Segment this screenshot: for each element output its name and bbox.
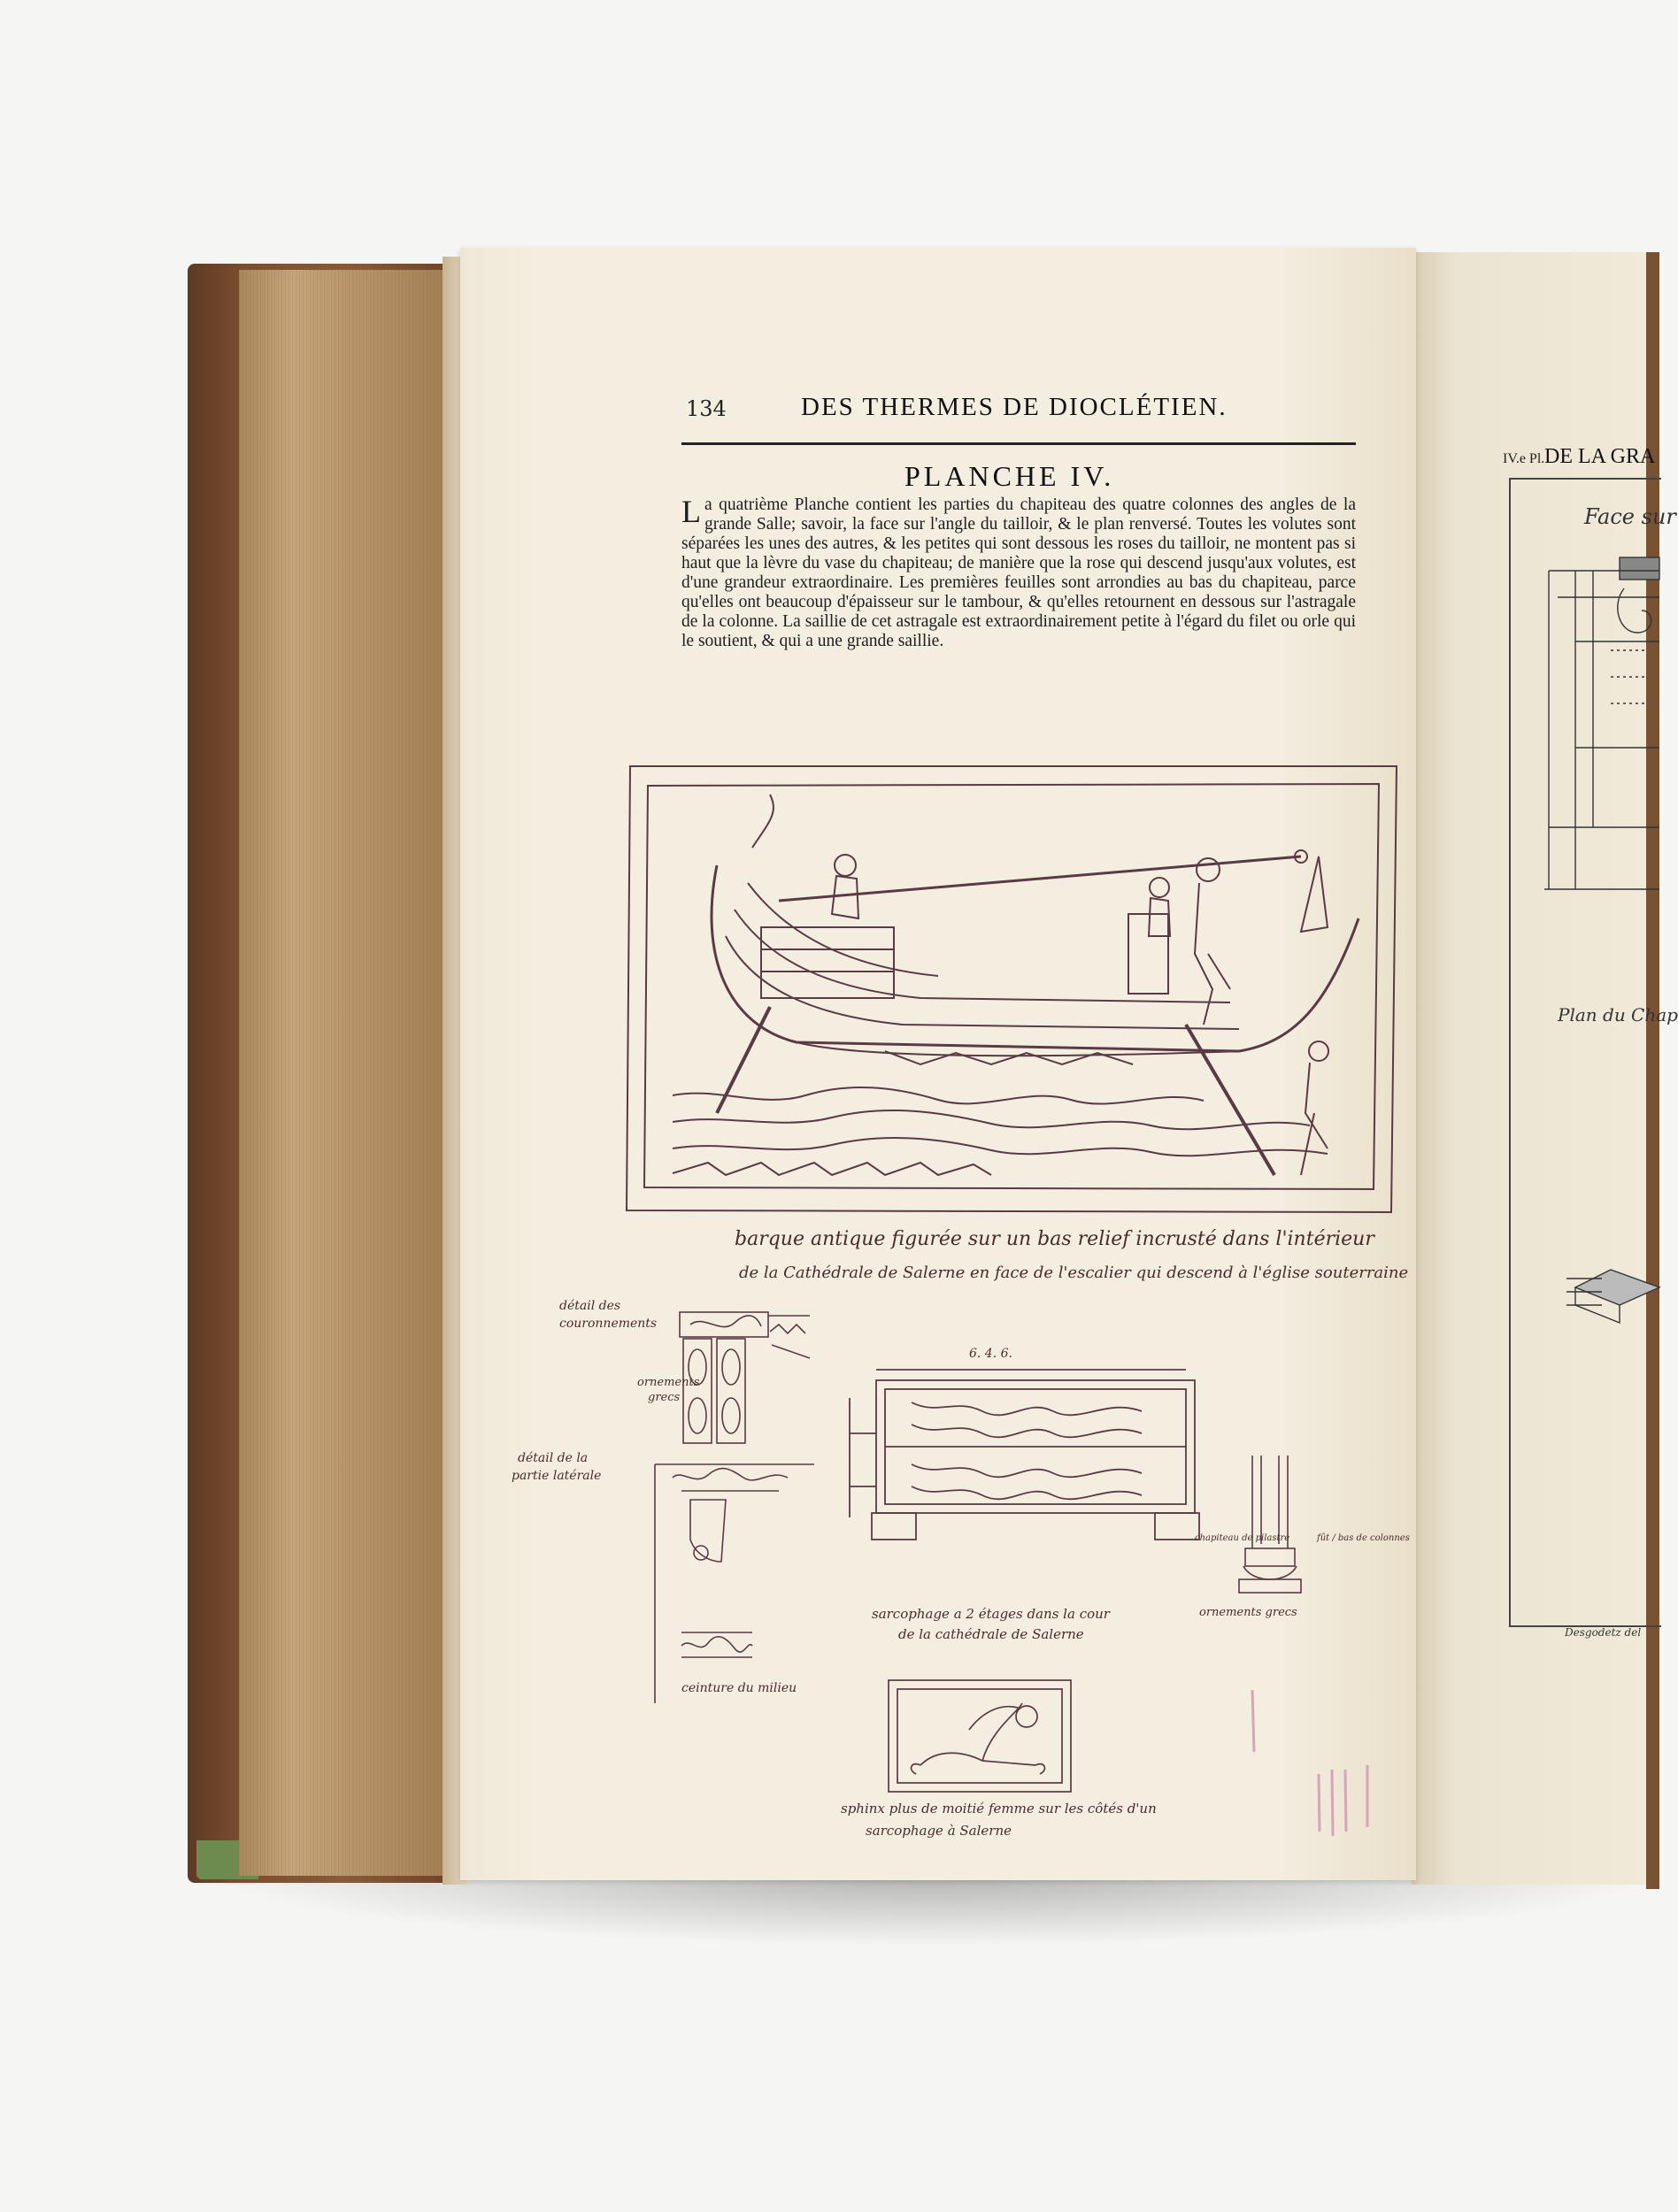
column-base-drawing	[1235, 1451, 1314, 1601]
cornice-ornament-drawing	[673, 1305, 814, 1447]
page-number: 134	[686, 396, 727, 421]
right-plate-title: DE LA GRA	[1544, 445, 1656, 468]
lateral-label-1: détail de la	[518, 1451, 589, 1465]
sphinx-relief-drawing	[885, 1677, 1075, 1796]
detail-label-1: détail des	[559, 1299, 621, 1313]
sphinx-caption-1: sphinx plus de moitié femme sur les côtés d'un	[841, 1801, 1157, 1816]
running-head: DES THERMES DE DIOCLÉTIEN.	[801, 393, 1228, 421]
lateral-label-2: partie latérale	[512, 1469, 602, 1483]
sarcophagus-drawing	[841, 1363, 1204, 1610]
ornaments-label-2: grecs	[648, 1391, 681, 1404]
sarcophagus-caption-1: sarcophage a 2 étages dans la cour	[872, 1606, 1110, 1622]
column-label-right: fût / bas de colonnes	[1317, 1533, 1410, 1543]
ornaments-label-1: ornements	[637, 1376, 700, 1389]
boat-caption-line-1: barque antique figurée sur un bas relief incrusté dans l'intérieur	[735, 1228, 1374, 1250]
right-label-plan: Plan du Chap	[1558, 1004, 1678, 1025]
header-rule	[681, 442, 1356, 445]
bracket-ornament-drawing	[646, 1455, 814, 1712]
sarcophagus-caption-2: de la cathédrale de Salerne	[898, 1626, 1084, 1642]
column-label-left: chapiteau de pilastre	[1195, 1533, 1290, 1543]
boat-caption-line-2: de la Cathédrale de Salerne en face de l'escalier qui descend à l'église souterraine	[739, 1263, 1409, 1282]
pink-ink-marks	[1243, 1681, 1376, 1840]
body-text: a quatrième Planche contient les parties du chapiteau des quatre colonnes des angles de la grande Salle; savoir, la face sur l'angle du tailloir, & le plan renversé. Toutes les volutes sont séparées les unes des autres, & les petites qui sont dessous les roses du tailloir, ne montent pas si haut que la lèvre du vase du chapiteau; de manière que la rose qui descend jusqu'aux volutes, est d'une grandeur extraordinaire. Les premières feuilles sont arrondies au bas du chapiteau, parce qu'elles ont beaucoup d'épaisseur sur le tambour, & qu'elles retournent en dessous sur l'astragale de la colonne. La saillie de cet astragale est extraordinairement petite à l'égard du filet ou orle qui le soutient, & qui a une grande saillie.	[681, 495, 1356, 650]
capital-plan-drawing	[1566, 1252, 1659, 1332]
right-label-face: Face sur	[1584, 504, 1676, 529]
plate-title: PLANCHE IV.	[904, 460, 1115, 492]
right-signature: Desgodetz del	[1565, 1626, 1642, 1639]
body-paragraph	[681, 495, 1356, 651]
right-plate-number: IV.e Pl.	[1503, 451, 1545, 466]
capital-elevation-drawing	[1540, 535, 1659, 907]
boat-relief-drawing	[620, 759, 1403, 1219]
dimension-label: 6. 4. 6.	[969, 1347, 1012, 1361]
drop-cap: L	[681, 494, 701, 529]
belt-label: ceinture du milieu	[681, 1681, 797, 1695]
page-edges	[239, 270, 451, 1876]
ornaments-grecs-label: ornements grecs	[1199, 1606, 1297, 1619]
detail-label-2: couronnements	[559, 1317, 658, 1331]
sphinx-caption-2: sarcophage à Salerne	[866, 1823, 1012, 1839]
